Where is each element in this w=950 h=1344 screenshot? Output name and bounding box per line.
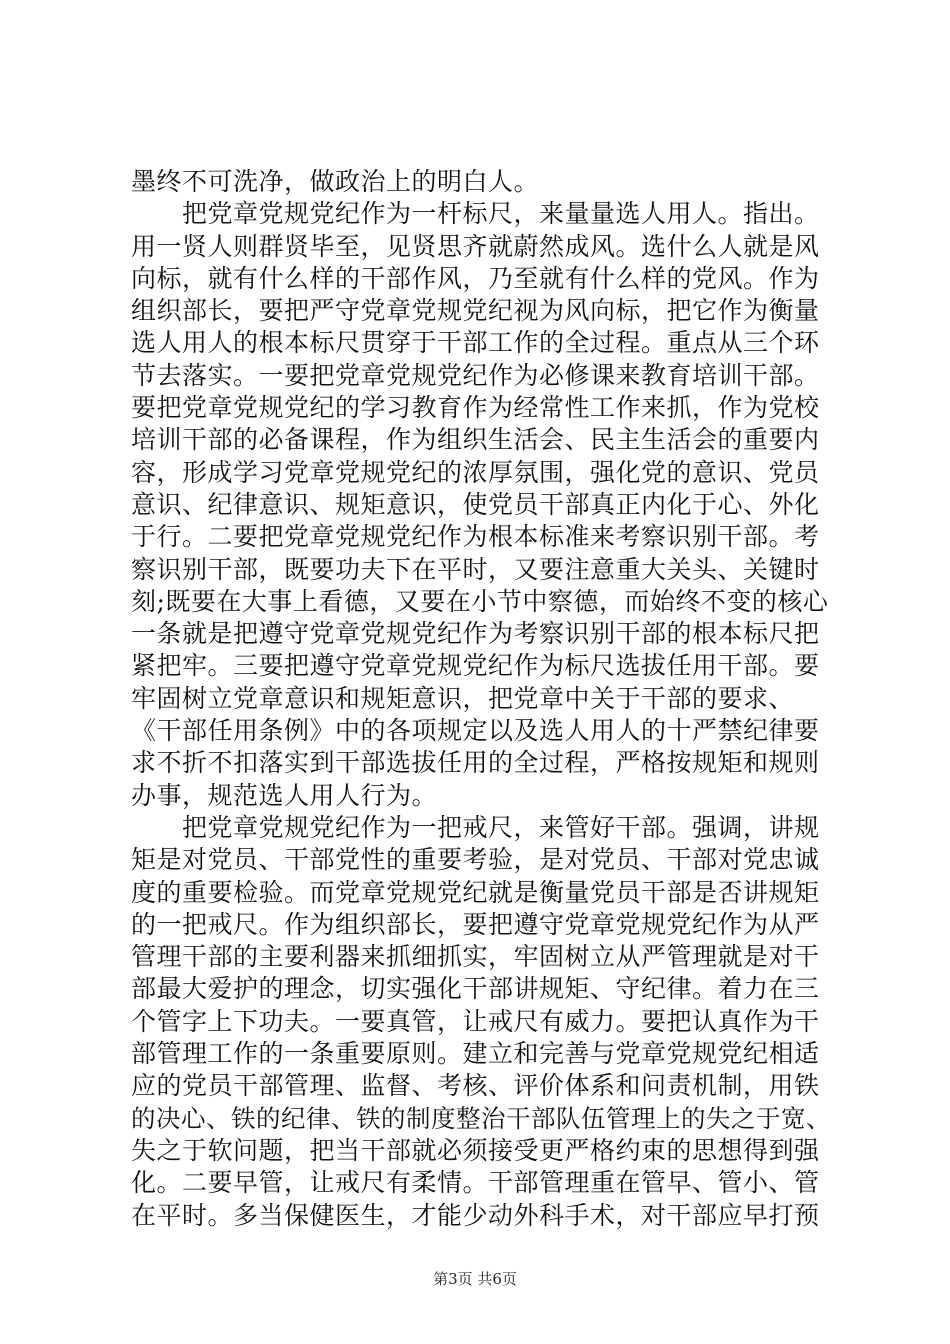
text-line: 化。二要早管，让戒尺有柔情。干部管理重在管早、管小、管 xyxy=(131,1168,820,1198)
text-line: 把党章党规党纪作为一把戒尺，来管好干部。强调，讲规 xyxy=(131,812,820,842)
text-line: 向标，就有什么样的干部作风，乃至就有什么样的党风。作为 xyxy=(131,263,820,293)
body-text xyxy=(131,166,831,1232)
text-line: 部管理工作的一条重要原则。建立和完善与党章党规党纪相适 xyxy=(131,1039,820,1069)
text-line: 一条就是把遵守党章党规党纪作为考察识别干部的根本标尺把 xyxy=(131,619,820,649)
text-line: 部最大爱护的理念，切实强化干部讲规矩、守纪律。着力在三 xyxy=(131,974,820,1004)
text-line: 度的重要检验。而党章党规党纪就是衡量党员干部是否讲规矩 xyxy=(131,877,820,907)
text-line: 意识、纪律意识、规矩意识，使党员干部真正内化于心、外化 xyxy=(131,489,820,519)
text-line: 刻;既要在大事上看德，又要在小节中察德，而始终不变的核心 xyxy=(131,586,829,616)
text-line: 培训干部的必备课程，作为组织生活会、民主生活会的重要内 xyxy=(131,425,820,455)
text-line: 在平时。多当保健医生，才能少动外科手术，对干部应早打预 xyxy=(131,1200,820,1230)
text-line: 于行。二要把党章党规党纪作为根本标准来考察识别干部。考 xyxy=(131,522,820,552)
text-line: 组织部长，要把严守党章党规党纪视为风向标，把它作为衡量 xyxy=(131,296,820,326)
text-line: 牢固树立党章意识和规矩意识，把党章中关于干部的要求、 xyxy=(131,683,795,713)
text-line: 紧把牢。三要把遵守党章党规党纪作为标尺选拔任用干部。要 xyxy=(131,651,820,681)
text-line: 个管字上下功夫。一要真管，让戒尺有威力。要把认真作为干 xyxy=(131,1006,820,1036)
text-line: 选人用人的根本标尺贯穿于干部工作的全过程。重点从三个环 xyxy=(131,328,820,358)
text-line: 《干部任用条例》中的各项规定以及选人用人的十严禁纪律要 xyxy=(131,716,820,746)
text-line: 要把党章党规党纪的学习教育作为经常性工作来抓，作为党校 xyxy=(131,393,820,423)
text-line: 失之于软问题，把当干部就必须接受更严格约束的思想得到强 xyxy=(131,1135,820,1165)
text-line: 的决心、铁的纪律、铁的制度整治干部队伍管理上的失之于宽、 xyxy=(131,1103,831,1133)
text-line: 用一贤人则群贤毕至，见贤思齐就蔚然成风。选什么人就是风 xyxy=(131,231,820,261)
text-line: 节去落实。一要把党章党规党纪作为必修课来教育培训干部。 xyxy=(131,360,820,390)
text-line: 办事，规范选人用人行为。 xyxy=(131,780,438,810)
text-line: 墨终不可洗净，做政治上的明白人。 xyxy=(131,167,540,196)
text-line: 矩是对党员、干部党性的重要考验，是对党员、干部对党忠诚 xyxy=(131,845,820,875)
text-line: 求不折不扣落实到干部选拔任用的全过程，严格按规矩和规则 xyxy=(131,748,820,778)
text-line: 把党章党规党纪作为一杆标尺，来量量选人用人。指出。 xyxy=(131,199,820,229)
text-line: 管理干部的主要利器来抓细抓实，牢固树立从严管理就是对干 xyxy=(131,942,820,972)
page-footer: 第3页 共6页 xyxy=(433,1270,517,1288)
text-line: 的一把戒尺。作为组织部长，要把遵守党章党规党纪作为从严 xyxy=(131,909,820,939)
text-line: 察识别干部，既要功夫下在平时，又要注意重大关头、关键时 xyxy=(131,554,820,584)
text-line: 容，形成学习党章党规党纪的浓厚氛围，强化党的意识、党员 xyxy=(131,457,820,487)
text-line: 应的党员干部管理、监督、考核、评价体系和问责机制，用铁 xyxy=(131,1071,820,1101)
